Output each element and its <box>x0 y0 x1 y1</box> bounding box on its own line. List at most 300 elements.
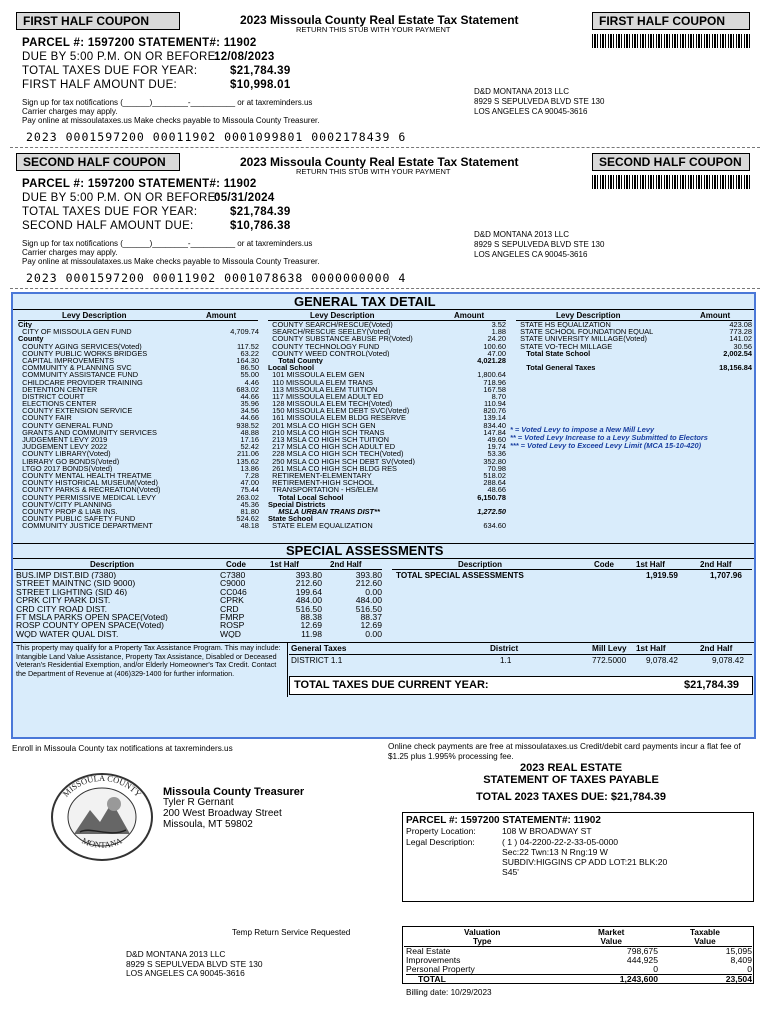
statement-total: TOTAL 2023 TAXES DUE: $21,784.39 <box>476 791 666 803</box>
total-value: $21,784.39 <box>230 206 291 218</box>
online-payment-text: Online check payments are free at missoulataxes.us Credit/debit card payments incur a flat fee of $1.25 plus 1.995% processing fee. <box>388 742 741 761</box>
levy-row <box>18 386 259 393</box>
legend-item: * = Voted Levy to impose a New Mill Levy <box>510 426 655 434</box>
gt-1st-half: 9,078.42 <box>646 656 678 665</box>
levy-row <box>268 350 506 357</box>
sa-1st-half: 199.64 <box>295 587 322 597</box>
levy-row <box>268 436 506 443</box>
levy-row <box>268 371 506 378</box>
col-head-2nd: 2nd Half <box>330 560 362 569</box>
sa-code: WQD <box>220 629 242 639</box>
sa-1st-half: 212.60 <box>295 579 322 588</box>
special-assessment-row <box>16 571 384 579</box>
levy-row <box>268 465 506 472</box>
levy-amount: 8.70 <box>491 392 506 401</box>
levy-row <box>18 472 259 479</box>
scanline: 2023 0001597200 00011902 0001078638 0000000000 4 <box>26 271 407 285</box>
levy-row <box>18 443 259 450</box>
levy-amount: 44.66 <box>240 414 259 422</box>
levy-row <box>268 364 506 371</box>
levy-row <box>18 522 259 529</box>
gt-head-2nd: 2nd Half <box>700 644 733 653</box>
special-assessment-row <box>16 613 384 621</box>
levy-description: ELECTIONS CENTER <box>18 400 97 408</box>
levy-amount: 141.02 <box>729 335 752 343</box>
taxable-value: 23,504 <box>725 974 752 984</box>
treasurer-title: Missoula County Treasurer <box>163 786 305 798</box>
coupon-subtitle: RETURN THIS STUB WITH YOUR PAYMENT <box>296 25 451 34</box>
temp-return-text: Temp Return Service Requested <box>232 928 351 937</box>
levy-amount: 263.02 <box>236 493 259 501</box>
levy-description: Total County <box>268 356 323 365</box>
levy-description: COUNTY WEED CONTROL(Voted) <box>268 349 390 357</box>
sa-description: CPRK CITY PARK DIST. <box>16 596 111 605</box>
levy-description: 210 MSLA CO HIGH SCH TRANS <box>268 428 385 436</box>
parcel-line: PARCEL #: 1597200 STATEMENT#: 11902 <box>22 178 257 190</box>
legal-description <box>502 837 667 877</box>
svg-text:MONTANA <box>81 835 125 850</box>
levy-amount: 47.00 <box>240 479 259 487</box>
levy-description: 150 MISSOULA ELEM DEBT SVC(Voted) <box>268 407 410 415</box>
voted-levy-legend <box>510 426 754 450</box>
levy-amount: 75.44 <box>240 486 259 494</box>
sa-description: STREET MAINTNC (SID 9000) <box>16 579 136 588</box>
valuation-row <box>406 947 752 956</box>
levy-row <box>516 321 752 328</box>
levy-description: COUNTY HISTORICAL MUSEUM(Voted) <box>18 479 158 487</box>
levy-description: COUNTY PARKS & RECREATION(Voted) <box>18 486 161 494</box>
special-assessment-row <box>16 579 384 587</box>
coupon-title: 2023 Missoula County Real Estate Tax Statement <box>240 13 519 27</box>
levy-amount: 211.06 <box>236 450 259 458</box>
col-head-amount: Amount <box>454 311 485 320</box>
levy-amount: 718.96 <box>483 378 506 386</box>
special-assessment-row <box>16 596 384 604</box>
levy-description: CHILDCARE PROVIDER TRAINING <box>18 378 143 386</box>
special-assessment-row <box>16 588 384 596</box>
total-special-2nd: 1,707.96 <box>710 571 742 580</box>
levy-amount: 139.14 <box>483 414 506 422</box>
levy-description: Local School <box>268 364 314 372</box>
valuation-rows <box>406 947 752 985</box>
levy-description: 228 MSLA CO HIGH SCH TECH(Voted) <box>268 450 404 458</box>
val-head-taxable: Taxable Value <box>690 928 720 946</box>
val-head-market: Market Value <box>598 928 625 946</box>
due-date: 05/31/2024 <box>214 192 275 204</box>
carrier-text: Carrier charges may apply. <box>22 107 118 116</box>
levy-description: Total Local School <box>268 493 344 501</box>
divider <box>289 654 752 655</box>
levy-description: STATE UNIVERSITY MILLAGE(Voted) <box>516 335 648 343</box>
levy-row <box>268 414 506 421</box>
levy-amount: 19.74 <box>487 443 506 451</box>
sa-2nd-half: 88.37 <box>360 612 382 622</box>
sa-2nd-half: 0.00 <box>365 587 382 597</box>
levy-row <box>268 393 506 400</box>
levy-description: CAPITAL IMPROVEMENTS <box>18 356 115 365</box>
levy-row <box>268 458 506 465</box>
half-value: $10,786.38 <box>230 220 291 232</box>
divider <box>13 558 754 559</box>
levy-amount: 117.52 <box>236 342 259 350</box>
levy-amount: 4.46 <box>244 378 259 386</box>
levy-description: STATE SCHOOL FOUNDATION EQUAL <box>516 328 654 336</box>
levy-amount: 86.50 <box>240 364 259 372</box>
levy-description: LTGO 2017 BONDS(Voted) <box>18 464 113 472</box>
sa-code: FMRP <box>220 612 245 622</box>
col-head-amount: Amount <box>206 311 237 320</box>
location-label: Property Location: <box>406 826 476 836</box>
legal-line: S45' <box>502 867 519 877</box>
levy-row <box>18 379 259 386</box>
sa-2nd-half: 393.80 <box>355 571 382 580</box>
total-label: TOTAL TAXES DUE FOR YEAR: <box>22 65 198 77</box>
levy-amount: 34.56 <box>240 407 259 415</box>
levy-row <box>268 494 506 501</box>
levy-amount: 18,156.84 <box>719 364 752 372</box>
coupon-subtitle: RETURN THIS STUB WITH YOUR PAYMENT <box>296 167 451 176</box>
levy-description: STATE VO-TECH MILLAGE <box>516 342 613 350</box>
levy-amount: 53.36 <box>487 450 506 458</box>
treasurer-address: Tyler R Gernant 200 West Broadway Street Missoula, MT 59802 <box>163 797 282 830</box>
levy-amount: 164.30 <box>236 356 259 365</box>
levy-description: COMMUNITY & PLANNING SVC <box>18 364 132 372</box>
coupon-tag-left: SECOND HALF COUPON <box>16 153 180 171</box>
total-label: TOTAL TAXES DUE FOR YEAR: <box>22 206 198 218</box>
divider <box>392 569 752 570</box>
pay-online-text: Pay online at missoulataxes.us Make checks payable to Missoula County Treasurer. <box>22 116 320 125</box>
levy-description: COUNTY PROP & LIAB INS. <box>18 507 118 516</box>
sa-code: ROSP <box>220 621 245 630</box>
levy-row <box>268 522 506 529</box>
half-label: SECOND HALF AMOUNT DUE: <box>22 220 194 232</box>
levy-amount: 834.40 <box>483 421 506 429</box>
levy-amount: 1.88 <box>491 328 506 336</box>
levy-amount: 4,709.74 <box>230 328 259 336</box>
sa-code: CC046 <box>220 587 247 597</box>
mailing-address: D&D MONTANA 2013 LLC 8929 S SEPULVEDA BLVD STE 130 LOS ANGELES CA 90045-3616 <box>474 87 605 116</box>
col-head-levy: Levy Description <box>62 311 127 320</box>
levy-amount: 288.64 <box>483 479 506 487</box>
levy-row <box>18 343 259 350</box>
levy-row <box>18 364 259 371</box>
barcode-icon <box>592 34 750 48</box>
taxable-value: 0 <box>747 965 752 974</box>
sa-code: CRD <box>220 604 239 613</box>
sa-description: CRD CITY ROAD DIST. <box>16 604 108 613</box>
levy-description: COUNTY MENTAL HEALTH TREATME <box>18 471 152 480</box>
levy-amount: 81.80 <box>240 507 259 516</box>
levy-description: 161 MISSOULA ELEM BLDG RESERVE <box>268 414 406 422</box>
levy-column-1 <box>18 321 259 529</box>
statement-title-2: STATEMENT OF TAXES PAYABLE <box>483 774 659 786</box>
levy-description: JUDGEMENT LEVY 2022 <box>18 443 108 451</box>
half-label: FIRST HALF AMOUNT DUE: <box>22 79 178 91</box>
general-tax-title: GENERAL TAX DETAIL <box>294 294 436 309</box>
levy-row <box>18 501 259 508</box>
levy-description: 250 MSLA CO HIGH SCH DEBT SV(Voted) <box>268 457 415 465</box>
levy-amount: 35.96 <box>240 400 259 408</box>
levy-row <box>18 508 259 515</box>
levy-row <box>18 458 259 465</box>
levy-description: COUNTY PERMISSIVE MEDICAL LEVY <box>18 493 156 501</box>
svg-text:MISSOULA COUNTY <box>61 773 144 799</box>
levy-column-3 <box>516 321 752 371</box>
sa-2nd-half: 212.60 <box>355 579 382 588</box>
levy-row <box>18 486 259 493</box>
levy-row <box>268 429 506 436</box>
levy-amount: 52.42 <box>240 443 259 451</box>
levy-row <box>268 472 506 479</box>
levy-row <box>516 357 752 364</box>
billing-date: Billing date: 10/29/2023 <box>406 988 492 997</box>
levy-row <box>268 501 506 508</box>
levy-row <box>18 429 259 436</box>
seal-text-top: MISSOULA COUNTY <box>60 772 144 799</box>
levy-description: JUDGEMENT LEVY 2019 <box>18 436 108 444</box>
sa-2nd-half: 12.69 <box>360 621 382 630</box>
valuation-type: Real Estate <box>406 947 451 956</box>
levy-row <box>18 371 259 378</box>
levy-description: 128 MISSOULA ELEM TECH(Voted) <box>268 400 393 408</box>
levy-description: DISTRICT COURT <box>18 392 85 401</box>
sa-1st-half: 11.98 <box>301 629 322 639</box>
levy-row <box>18 321 259 328</box>
valuation-type: Improvements <box>406 956 461 965</box>
col-head-1st: 1st Half <box>270 560 299 569</box>
sa-description: FT MSLA PARKS OPEN SPACE(Voted) <box>16 612 168 622</box>
levy-row <box>18 465 259 472</box>
coupon-tag-right: SECOND HALF COUPON <box>592 153 750 171</box>
levy-description: 201 MSLA CO HIGH SCH GEN <box>268 421 376 429</box>
levy-row <box>268 357 506 364</box>
levy-row <box>18 436 259 443</box>
levy-row <box>18 422 259 429</box>
sa-1st-half: 393.80 <box>295 571 322 580</box>
levy-row <box>516 328 752 335</box>
mailing-address: D&D MONTANA 2013 LLC 8929 S SEPULVEDA BLVD STE 130 LOS ANGELES CA 90045-3616 <box>126 949 263 979</box>
market-value: 0 <box>653 965 658 974</box>
levy-description: COUNTY GENERAL FUND <box>18 421 113 429</box>
levy-description: COMMUNITY JUSTICE DEPARTMENT <box>18 522 153 530</box>
levy-amount: 3.52 <box>491 321 506 329</box>
due-label: DUE BY 5:00 P.M. ON OR BEFORE: <box>22 51 220 63</box>
special-assessment-row <box>16 605 384 613</box>
sa-2nd-half: 0.00 <box>365 629 382 639</box>
levy-amount: 17.16 <box>240 436 259 444</box>
levy-amount: 110.94 <box>483 400 506 408</box>
valuation-type: TOTAL <box>418 974 446 984</box>
sa-2nd-half: 484.00 <box>355 596 382 605</box>
levy-amount: 7.28 <box>244 471 259 480</box>
levy-amount: 24.20 <box>487 335 506 343</box>
enroll-text: Enroll in Missoula County tax notifications at taxreminders.us <box>12 744 233 753</box>
levy-description: CITY OF MISSOULA GEN FUND <box>18 328 132 336</box>
statement-title-1: 2023 REAL ESTATE <box>519 762 623 774</box>
levy-row <box>268 400 506 407</box>
gt-head-1st: 1st Half <box>636 644 666 653</box>
sa-code: CPRK <box>220 596 244 605</box>
levy-description: MSLA URBAN TRANS DIST** <box>268 507 380 516</box>
levy-row <box>18 407 259 414</box>
levy-row <box>516 364 752 371</box>
sa-description: STREET LIGHTING (SID 46) <box>16 587 128 597</box>
market-value: 798,675 <box>626 947 658 956</box>
levy-description: STATE ELEM EQUALIZATION <box>268 522 373 530</box>
legal-line: SUBDIV:HIGGINS CP ADD LOT:21 BLK:20 <box>502 857 668 867</box>
valuation-type: Personal Property <box>406 965 475 974</box>
levy-amount: 6,150.78 <box>477 493 506 501</box>
levy-description: DETENTION CENTER <box>18 385 98 393</box>
levy-row <box>18 335 259 342</box>
levy-amount: 63.22 <box>240 349 259 357</box>
location-value: 108 W BROADWAY ST <box>502 826 592 836</box>
levy-amount: 4,021.28 <box>477 356 506 365</box>
levy-column-2 <box>268 321 506 529</box>
levy-row <box>18 494 259 501</box>
levy-amount: 48.66 <box>487 486 506 494</box>
sa-code: C7380 <box>220 571 246 580</box>
legend-item: *** = Voted Levy to Exceed Levy Limit (MCA 15-10-420) <box>510 442 702 450</box>
levy-description: 213 MSLA CO HIGH SCH TUITION <box>268 436 390 444</box>
sa-description: BUS.IMP DIST.BID (7380) <box>16 571 117 580</box>
tax-relief-notice: This property may qualify for a Property Tax Assistance Program. This may include: Intangible Land Value Assistance, Property Tax Assistance, Disabled or Deceased Veteran's Residential Exemption, and/or Elderly Homeowner's Tax Credit. Contact the Department of Revenue at (406)329-1400 for further information. <box>16 643 281 678</box>
levy-amount: 2,002.54 <box>723 349 752 357</box>
levy-amount: 55.00 <box>240 371 259 379</box>
sa-1st-half: 516.50 <box>295 604 322 613</box>
col-head-2nd: 2nd Half <box>700 560 732 569</box>
col-head-levy: Levy Description <box>310 311 375 320</box>
levy-row <box>516 335 752 342</box>
coupon-title: 2023 Missoula County Real Estate Tax Statement <box>240 155 519 169</box>
col-head-code: Code <box>226 560 246 569</box>
col-head-code: Code <box>594 560 614 569</box>
levy-amount: 45.36 <box>240 500 259 508</box>
levy-description: SEARCH/RESCUE SEELEY(Voted) <box>268 328 391 336</box>
levy-amount: 634.60 <box>483 522 506 530</box>
levy-row <box>268 486 506 493</box>
total-special-1st: 1,919.59 <box>646 571 678 580</box>
levy-row <box>268 328 506 335</box>
general-taxes-label: General Taxes <box>291 644 347 653</box>
levy-description: COUNTY FAIR <box>18 414 72 422</box>
special-assessment-row <box>16 630 384 638</box>
scanline: 2023 0001597200 00011902 0001099801 0002178439 6 <box>26 130 407 144</box>
levy-amount: 518.02 <box>483 471 506 480</box>
levy-description: 261 MSLA CO HIGH SCH BLDG RES <box>268 464 397 472</box>
valuation-row <box>406 974 752 985</box>
levy-row <box>18 450 259 457</box>
divider <box>14 569 382 570</box>
levy-row <box>516 343 752 350</box>
levy-description: COUNTY PUBLIC SAFETY FUND <box>18 515 136 523</box>
levy-row <box>268 335 506 342</box>
levy-description: STATE HS EQUALIZATION <box>516 321 611 329</box>
total-due-value: $21,784.39 <box>684 679 740 691</box>
levy-row <box>268 386 506 393</box>
levy-description: Total State School <box>516 349 591 357</box>
due-date: 12/08/2023 <box>214 51 275 63</box>
levy-description: COUNTY PUBLIC WORKS BRIDGES <box>18 349 148 357</box>
divider <box>287 642 288 697</box>
val-head-type: Valuation Type <box>464 928 501 946</box>
levy-amount: 13.86 <box>240 464 259 472</box>
levy-row <box>18 357 259 364</box>
valuation-row <box>406 965 752 974</box>
gt-head-mill: Mill Levy <box>592 644 627 653</box>
levy-amount: 352.80 <box>483 457 506 465</box>
gt-2nd-half: 9,078.42 <box>712 656 744 665</box>
pay-online-text: Pay online at missoulataxes.us Make checks payable to Missoula County Treasurer. <box>22 257 320 266</box>
col-head-levy: Levy Description <box>556 311 621 320</box>
levy-amount: 423.08 <box>729 321 752 329</box>
levy-amount: 683.02 <box>236 385 259 393</box>
levy-row <box>18 328 259 335</box>
legal-label: Legal Description: <box>406 837 475 847</box>
col-head-1st: 1st Half <box>636 560 665 569</box>
half-value: $10,998.01 <box>230 79 291 91</box>
levy-amount: 100.60 <box>483 342 506 350</box>
sa-description: ROSP COUNTY OPEN SPACE(Voted) <box>16 621 165 630</box>
levy-row <box>18 479 259 486</box>
levy-description: 101 MISSOULA ELEM GEN <box>268 371 365 379</box>
gt-head-district: District <box>490 644 519 653</box>
valuation-row <box>406 956 752 965</box>
coupon-tag-right: FIRST HALF COUPON <box>592 12 750 30</box>
due-label: DUE BY 5:00 P.M. ON OR BEFORE: <box>22 192 220 204</box>
levy-row <box>268 515 506 522</box>
sa-1st-half: 12.69 <box>300 621 322 630</box>
parcel-line: PARCEL #: 1597200 STATEMENT#: 11902 <box>22 37 257 49</box>
sa-code: C9000 <box>220 579 246 588</box>
levy-description: LIBRARY GO BONDS(Voted) <box>18 457 120 465</box>
levy-row <box>268 407 506 414</box>
levy-row <box>268 443 506 450</box>
levy-amount: 938.52 <box>236 421 259 429</box>
levy-description: RETIREMENT-HIGH SCHOOL <box>268 479 374 487</box>
levy-description: COUNTY AGING SERVICES(Voted) <box>18 342 142 350</box>
levy-description: COUNTY/CITY PLANNING <box>18 500 112 508</box>
taxable-value: 8,409 <box>730 956 752 965</box>
levy-row <box>268 479 506 486</box>
cut-line <box>10 147 760 148</box>
gt-district-name: DISTRICT 1.1 <box>291 656 343 665</box>
levy-amount: 1,800.64 <box>477 371 506 379</box>
mailing-address: D&D MONTANA 2013 LLC 8929 S SEPULVEDA BLVD STE 130 LOS ANGELES CA 90045-3616 <box>474 230 605 259</box>
levy-amount: 135.62 <box>236 457 259 465</box>
seal-text-bottom: MONTANA <box>80 835 124 850</box>
levy-description: TRANSPORTATION - HS/ELEM <box>268 486 378 494</box>
col-head-desc: Description <box>458 560 503 569</box>
legal-line: Sec:22 Twn:13 N Rng:19 W <box>502 847 608 857</box>
special-assessment-row <box>16 621 384 629</box>
parcel-line: PARCEL #: 1597200 STATEMENT#: 11902 <box>406 815 601 826</box>
levy-amount: 48.88 <box>240 428 259 436</box>
levy-row <box>18 393 259 400</box>
levy-row <box>18 414 259 421</box>
levy-description: GRANTS AND COMMUNITY SERVICES <box>18 428 157 436</box>
levy-description: RETIREMENT-ELEMENTARY <box>268 471 372 480</box>
legal-line: ( 1 ) 04-2200-22-2-33-05-0000 <box>502 837 619 847</box>
levy-description: Total General Taxes <box>516 364 596 372</box>
notify-text: Sign up for tax notifications (______)________-__________ or at taxreminders.us <box>22 239 313 248</box>
total-special-label: TOTAL SPECIAL ASSESSMENTS <box>396 571 524 580</box>
levy-row <box>268 450 506 457</box>
levy-row <box>268 508 506 515</box>
levy-description: COUNTY EXTENSION SERVICE <box>18 407 133 415</box>
levy-amount: 524.62 <box>236 515 259 523</box>
levy-description: COUNTY SUBSTANCE ABUSE PR(Voted) <box>268 335 413 343</box>
